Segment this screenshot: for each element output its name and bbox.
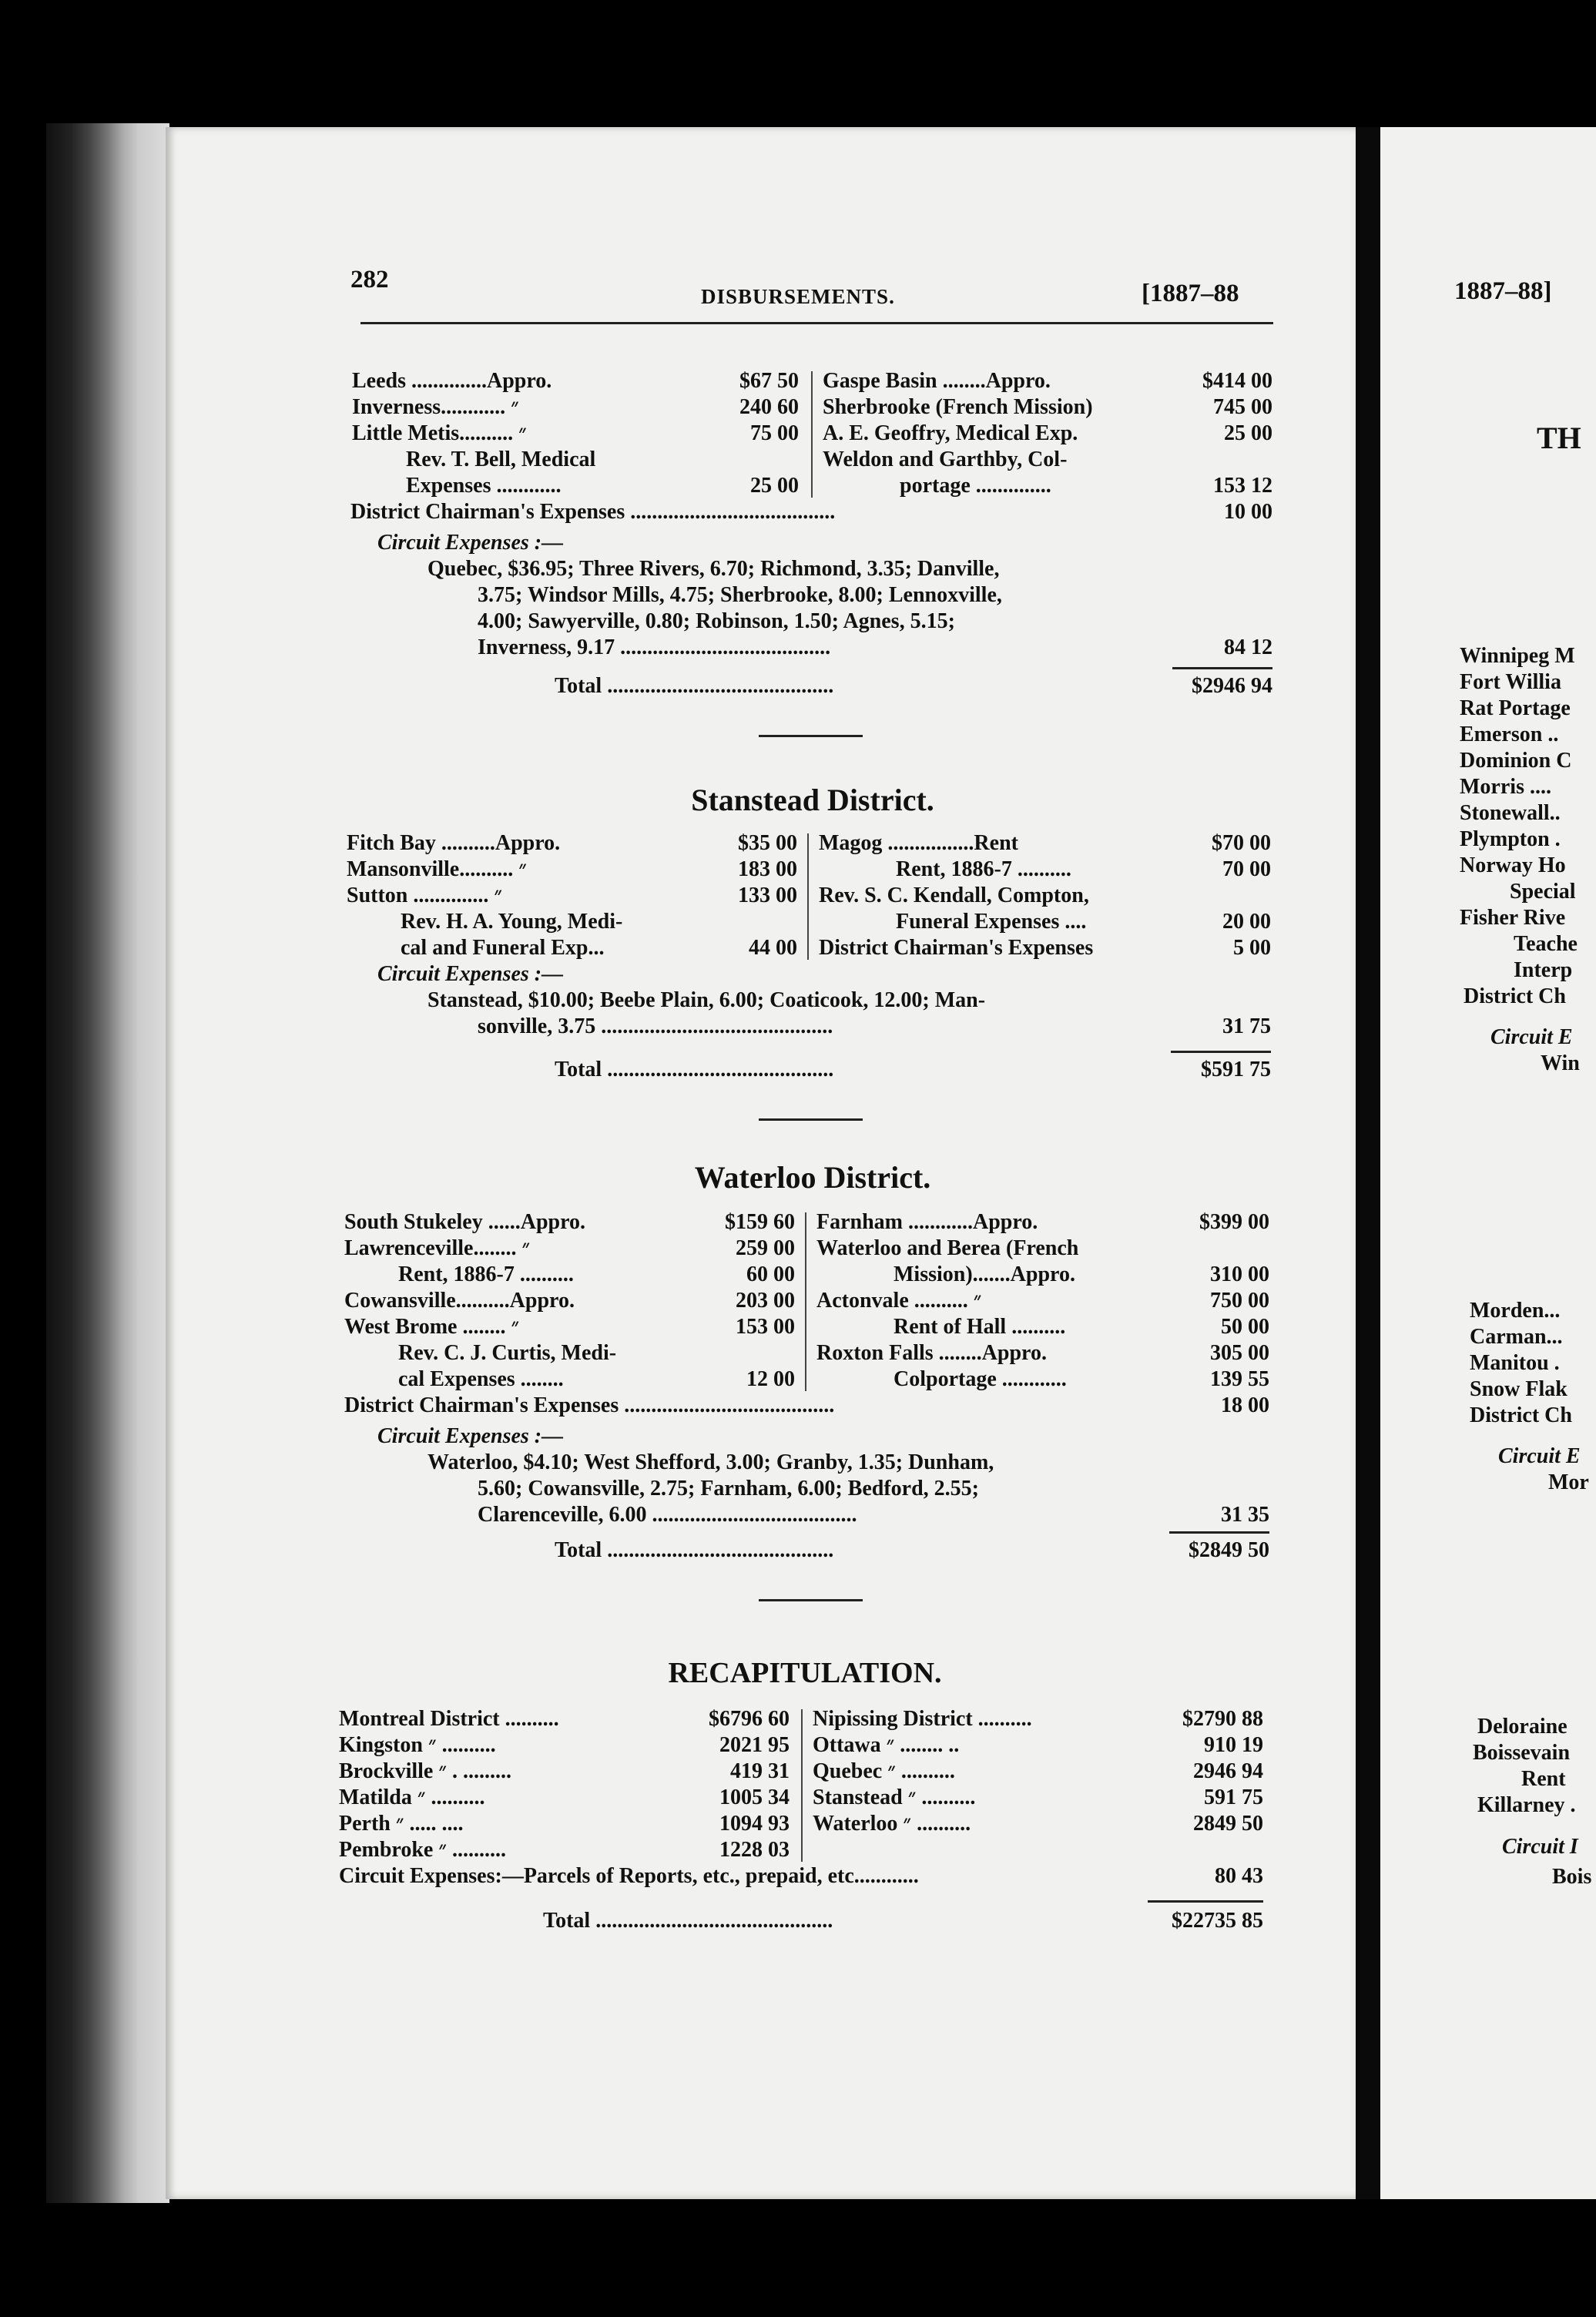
left-entry-label: Rev. C. J. Curtis, Medi- bbox=[398, 1341, 617, 1365]
right-entry-amount: $399 00 bbox=[1199, 1210, 1269, 1234]
left-entry-label: Leeds ..............Appro. bbox=[352, 369, 552, 393]
facing-entry: Circuit E bbox=[1490, 1025, 1573, 1049]
left-entry-label: Mansonville.......... ״ bbox=[347, 857, 527, 881]
facing-entry: Fort Willia bbox=[1460, 670, 1561, 694]
facing-entry: Norway Ho bbox=[1460, 853, 1566, 877]
recap-total-amount: $22735 85 bbox=[1172, 1909, 1263, 1933]
left-entry-label: Expenses ............ bbox=[406, 474, 562, 498]
left-entry-label: Rev. H. A. Young, Medi- bbox=[401, 910, 623, 934]
facing-entry: Snow Flak bbox=[1470, 1377, 1568, 1401]
facing-entry: Boissevain bbox=[1473, 1741, 1571, 1765]
circuit-expenses-heading: Circuit Expenses :— bbox=[377, 1424, 564, 1448]
circuit-expenses-line: Inverness, 9.17 ....................................... bbox=[478, 635, 831, 659]
total-label: Total .......................................... bbox=[555, 1058, 834, 1081]
circuit-expenses-line: Stanstead, $10.00; Beebe Plain, 6.00; Coaticook, 12.00; Man- bbox=[428, 988, 986, 1012]
total-amount: $591 75 bbox=[1201, 1058, 1271, 1081]
right-entry-amount: $70 00 bbox=[1212, 831, 1271, 855]
district-chairman-label: District Chairman's Expenses ....................................... bbox=[344, 1393, 835, 1417]
right-entry-amount: 139 55 bbox=[1210, 1367, 1269, 1391]
left-entry-amount: 2021 95 bbox=[719, 1733, 790, 1757]
right-entry-label: Roxton Falls ........Appro. bbox=[816, 1341, 1047, 1365]
right-entry-amount: 910 19 bbox=[1204, 1733, 1263, 1757]
left-entry-amount: 153 00 bbox=[736, 1315, 795, 1339]
circuit-expenses-heading: Circuit Expenses :— bbox=[377, 531, 564, 555]
total-rule bbox=[1171, 1051, 1271, 1053]
right-entry-label: Magog ................Rent bbox=[819, 831, 1018, 855]
right-entry-label: portage .............. bbox=[900, 474, 1051, 498]
facing-heading: TH bbox=[1537, 421, 1581, 455]
left-entry-amount: 259 00 bbox=[736, 1236, 795, 1260]
column-divider bbox=[801, 1709, 803, 1862]
district-chairman-amount: 10 00 bbox=[1224, 500, 1272, 524]
left-entry-label: South Stukeley ......Appro. bbox=[344, 1210, 586, 1234]
circuit-expenses-amount: 31 75 bbox=[1222, 1014, 1271, 1038]
recap-circuit-amount: 80 43 bbox=[1215, 1864, 1263, 1888]
page-number: 282 bbox=[350, 266, 389, 293]
left-entry-label: Rev. T. Bell, Medical bbox=[406, 448, 596, 471]
right-entry-label: Mission).......Appro. bbox=[894, 1262, 1075, 1286]
right-entry-label: District Chairman's Expenses bbox=[819, 936, 1094, 960]
right-entry-amount: 310 00 bbox=[1210, 1262, 1269, 1286]
facing-entry: Dominion C bbox=[1460, 749, 1572, 773]
left-entry-amount: 12 00 bbox=[746, 1367, 795, 1391]
left-entry-label: Perth ״ ..... .... bbox=[339, 1812, 464, 1836]
left-entry-label: Little Metis.......... ״ bbox=[352, 421, 527, 445]
left-entry-label: Fitch Bay ..........Appro. bbox=[347, 831, 561, 855]
facing-entry: Fisher Rive bbox=[1460, 906, 1566, 930]
right-entry-label: Rev. S. C. Kendall, Compton, bbox=[819, 884, 1089, 907]
left-entry-label: Lawrenceville........ ״ bbox=[344, 1236, 531, 1260]
left-entry-amount: $67 50 bbox=[739, 369, 799, 393]
recap-total-label: Total ............................................ bbox=[543, 1909, 833, 1933]
recapitulation-title: RECAPITULATION. bbox=[668, 1657, 942, 1689]
right-entry-amount: 153 12 bbox=[1213, 474, 1272, 498]
right-entry-label: Weldon and Garthby, Col- bbox=[823, 448, 1068, 471]
right-entry-amount: 2849 50 bbox=[1193, 1812, 1263, 1836]
circuit-expenses-line: 5.60; Cowansville, 2.75; Farnham, 6.00; Bedford, 2.55; bbox=[478, 1477, 979, 1501]
right-entry-label: Stanstead ״ .......... bbox=[813, 1786, 976, 1809]
page-title: DISBURSEMENTS. bbox=[701, 285, 895, 308]
facing-header: 1887–88] bbox=[1454, 277, 1552, 305]
total-amount: $2946 94 bbox=[1192, 674, 1272, 698]
facing-entry: Manitou . bbox=[1470, 1351, 1560, 1375]
left-entry-amount: 1094 93 bbox=[719, 1812, 790, 1836]
right-entry-amount: 5 00 bbox=[1233, 936, 1271, 960]
left-entry-amount: 419 31 bbox=[730, 1759, 790, 1783]
right-entry-amount: 745 00 bbox=[1213, 395, 1272, 419]
section-separator bbox=[759, 735, 863, 737]
circuit-expenses-line: Waterloo, $4.10; West Shefford, 3.00; Granby, 1.35; Dunham, bbox=[428, 1450, 994, 1474]
right-entry-label: Colportage ............ bbox=[894, 1367, 1067, 1391]
left-entry-amount: $159 60 bbox=[725, 1210, 795, 1234]
facing-entry: Rent bbox=[1521, 1767, 1566, 1791]
stanstead-district-title: Stanstead District. bbox=[691, 783, 934, 817]
total-amount: $2849 50 bbox=[1189, 1538, 1269, 1562]
facing-entry: Morris .... bbox=[1460, 775, 1551, 799]
district-chairman-label: District Chairman's Expenses ...................................... bbox=[350, 500, 836, 524]
left-entry-amount: 203 00 bbox=[736, 1289, 795, 1313]
circuit-expenses-amount: 31 35 bbox=[1221, 1503, 1269, 1527]
right-entry-label: Waterloo and Berea (French bbox=[816, 1236, 1079, 1260]
facing-entry: District Ch bbox=[1470, 1403, 1572, 1427]
waterloo-district-title: Waterloo District. bbox=[694, 1160, 931, 1195]
facing-entry: District Ch bbox=[1464, 984, 1566, 1008]
total-rule bbox=[1172, 667, 1272, 669]
column-divider bbox=[807, 833, 809, 960]
facing-entry: Stonewall.. bbox=[1460, 801, 1561, 825]
right-entry-amount: $2790 88 bbox=[1182, 1707, 1263, 1731]
facing-entry: Rat Portage bbox=[1460, 696, 1571, 720]
facing-entry: Circuit E bbox=[1498, 1444, 1581, 1468]
right-entry-label: Quebec ״ .......... bbox=[813, 1759, 955, 1783]
right-entry-amount: 50 00 bbox=[1221, 1315, 1269, 1339]
total-label: Total .......................................... bbox=[555, 1538, 834, 1562]
section-separator bbox=[759, 1599, 863, 1601]
right-entry-amount: 20 00 bbox=[1222, 910, 1271, 934]
header-year: [1887–88 bbox=[1142, 280, 1239, 307]
right-entry-amount: 70 00 bbox=[1222, 857, 1271, 881]
right-entry-amount: $414 00 bbox=[1202, 369, 1272, 393]
facing-entry: Morden... bbox=[1470, 1299, 1561, 1323]
left-entry-label: Pembroke ״ .......... bbox=[339, 1838, 506, 1862]
left-entry-label: Rent, 1886-7 .......... bbox=[398, 1262, 574, 1286]
book-spine bbox=[46, 123, 169, 2203]
left-entry-amount: $6796 60 bbox=[709, 1707, 790, 1731]
left-entry-amount: 60 00 bbox=[746, 1262, 795, 1286]
left-entry-amount: 44 00 bbox=[749, 936, 797, 960]
circuit-expenses-line: Quebec, $36.95; Three Rivers, 6.70; Richmond, 3.35; Danville, bbox=[428, 557, 1000, 581]
facing-entry: Carman... bbox=[1470, 1325, 1563, 1349]
left-entry-amount: $35 00 bbox=[738, 831, 797, 855]
page-gutter bbox=[1356, 127, 1380, 2199]
header-rule bbox=[360, 322, 1273, 324]
left-entry-amount: 25 00 bbox=[750, 474, 799, 498]
circuit-expenses-amount: 84 12 bbox=[1224, 635, 1272, 659]
left-entry-amount: 1005 34 bbox=[719, 1786, 790, 1809]
facing-entry: Special bbox=[1510, 880, 1576, 904]
right-entry-label: Farnham ............Appro. bbox=[816, 1210, 1038, 1234]
left-entry-label: Inverness............ ״ bbox=[352, 395, 519, 419]
left-entry-label: Brockville ״ . ......... bbox=[339, 1759, 512, 1783]
left-entry-label: Kingston ״ .......... bbox=[339, 1733, 496, 1757]
right-entry-label: Actonvale .......... ״ bbox=[816, 1289, 982, 1313]
left-entry-amount: 240 60 bbox=[739, 395, 799, 419]
circuit-expenses-line: 3.75; Windsor Mills, 4.75; Sherbrooke, 8.00; Lennoxville, bbox=[478, 583, 1002, 607]
left-entry-label: Matilda ״ .......... bbox=[339, 1786, 485, 1809]
right-entry-amount: 305 00 bbox=[1210, 1341, 1269, 1365]
circuit-expenses-line: 4.00; Sawyerville, 0.80; Robinson, 1.50; Agnes, 5.15; bbox=[478, 609, 955, 633]
right-entry-label: Nipissing District .......... bbox=[813, 1707, 1032, 1731]
right-entry-label: Sherbrooke (French Mission) bbox=[823, 395, 1093, 419]
column-divider bbox=[811, 371, 813, 498]
facing-entry: Killarney . bbox=[1477, 1793, 1576, 1817]
right-entry-label: A. E. Geoffry, Medical Exp. bbox=[823, 421, 1078, 445]
total-rule bbox=[1148, 1900, 1263, 1903]
facing-entry: Mor bbox=[1548, 1470, 1589, 1494]
right-entry-label: Waterloo ״ .......... bbox=[813, 1812, 971, 1836]
circuit-expenses-line: Clarenceville, 6.00 ...................................... bbox=[478, 1503, 857, 1527]
facing-entry: Circuit I bbox=[1502, 1835, 1578, 1859]
district-chairman-amount: 18 00 bbox=[1221, 1393, 1269, 1417]
facing-entry: Deloraine bbox=[1477, 1715, 1568, 1739]
left-entry-amount: 133 00 bbox=[738, 884, 797, 907]
facing-entry: Interp bbox=[1514, 958, 1573, 982]
facing-entry: Teache bbox=[1514, 932, 1578, 956]
left-entry-label: West Brome ........ ״ bbox=[344, 1315, 520, 1339]
left-entry-label: Cowansville..........Appro. bbox=[344, 1289, 575, 1313]
right-entry-amount: 591 75 bbox=[1204, 1786, 1263, 1809]
total-label: Total .......................................... bbox=[555, 674, 834, 698]
right-entry-label: Funeral Expenses .... bbox=[896, 910, 1087, 934]
left-entry-amount: 75 00 bbox=[750, 421, 799, 445]
right-entry-label: Rent of Hall .......... bbox=[894, 1315, 1066, 1339]
circuit-expenses-heading: Circuit Expenses :— bbox=[377, 962, 564, 986]
recap-circuit-label: Circuit Expenses:—Parcels of Reports, etc., prepaid, etc............ bbox=[339, 1864, 919, 1888]
total-rule bbox=[1169, 1531, 1269, 1534]
section-separator bbox=[759, 1118, 863, 1121]
facing-entry: Emerson .. bbox=[1460, 723, 1559, 746]
facing-entry: Plympton . bbox=[1460, 827, 1561, 851]
left-entry-amount: 183 00 bbox=[738, 857, 797, 881]
right-entry-amount: 750 00 bbox=[1210, 1289, 1269, 1313]
circuit-expenses-line: sonville, 3.75 ........................................... bbox=[478, 1014, 833, 1038]
right-entry-label: Ottawa ״ ........ .. bbox=[813, 1733, 960, 1757]
right-entry-label: Rent, 1886-7 .......... bbox=[896, 857, 1071, 881]
right-entry-amount: 25 00 bbox=[1224, 421, 1272, 445]
left-entry-label: Sutton .............. ״ bbox=[347, 884, 503, 907]
left-entry-label: cal and Funeral Exp... bbox=[401, 936, 605, 960]
left-entry-label: Montreal District .......... bbox=[339, 1707, 559, 1731]
column-divider bbox=[805, 1212, 806, 1391]
right-entry-label: Gaspe Basin ........Appro. bbox=[823, 369, 1051, 393]
facing-entry: Bois bbox=[1552, 1865, 1592, 1889]
facing-entry: Winnipeg M bbox=[1460, 644, 1575, 668]
facing-entry: Win bbox=[1541, 1051, 1580, 1075]
left-entry-amount: 1228 03 bbox=[719, 1838, 790, 1862]
left-entry-label: cal Expenses ........ bbox=[398, 1367, 564, 1391]
right-entry-amount: 2946 94 bbox=[1193, 1759, 1263, 1783]
